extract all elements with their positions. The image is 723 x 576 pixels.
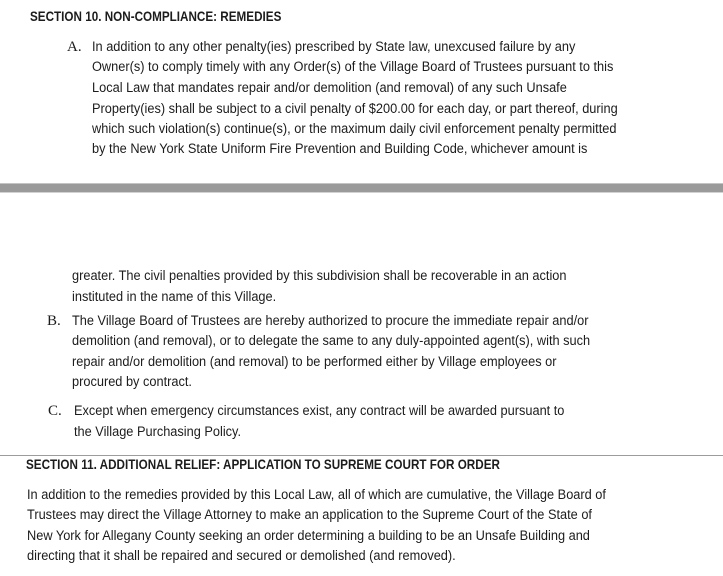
section-11-paragraph-line: directing that it shall be repaired and secured or demolished (and removed).: [27, 548, 456, 564]
section-11-heading: SECTION 11. ADDITIONAL RELIEF: APPLICATION TO SUPREME COURT FOR ORDER: [26, 457, 500, 472]
item-a-line: greater. The civil penalties provided by this subdivision shall be recoverable in an action: [72, 268, 567, 284]
document-page-top: [0, 0, 723, 183]
item-a-line: Owner(s) to comply timely with any Order(s) of the Village Board of Trustees pursuant to this: [92, 59, 614, 75]
item-b-marker: B.: [47, 313, 61, 329]
item-a-line: Property(ies) shall be subject to a civil penalty of $200.00 for each day, or part thereof, during: [92, 101, 618, 117]
item-b-line: repair and/or demolition (and removal) to be performed either by Village employees or: [72, 354, 557, 370]
page-break-divider: [0, 183, 723, 193]
item-c-line: the Village Purchasing Policy.: [74, 424, 242, 440]
item-b-line: The Village Board of Trustees are hereby authorized to procure the immediate repair and/or: [72, 313, 589, 329]
section-11-paragraph-line: Trustees may direct the Village Attorney to make an application to the Supreme Court of the State of: [27, 507, 592, 523]
section-11-paragraph-line: New York for Allegany County seeking an order determining a building to be an Unsafe Building and: [27, 528, 590, 544]
section-10-heading: SECTION 10. NON-COMPLIANCE: REMEDIES: [30, 9, 282, 24]
item-c-line: Except when emergency circumstances exist, any contract will be awarded pursuant to: [74, 403, 565, 419]
item-a-line: by the New York State Uniform Fire Prevention and Building Code, whichever amount is: [92, 141, 588, 157]
item-b-line: procured by contract.: [72, 374, 192, 390]
item-a-marker: A.: [67, 39, 82, 55]
item-a-line: instituted in the name of this Village.: [72, 289, 277, 305]
item-a-line: In addition to any other penalty(ies) prescribed by State law, unexcused failure by any: [92, 39, 576, 55]
item-c-marker: C.: [48, 403, 62, 419]
section-11-paragraph-line: In addition to the remedies provided by this Local Law, all of which are cumulative, the Village Board of: [27, 487, 606, 503]
item-a-line: Local Law that mandates repair and/or demolition (and removal) of any such Unsafe: [92, 80, 567, 96]
item-b-line: demolition (and removal), or to delegate the same to any duly-appointed agent(s), with such: [72, 333, 591, 349]
item-a-line: which such violation(s) continue(s), or the maximum daily civil enforcement penalty permitted: [92, 121, 617, 137]
